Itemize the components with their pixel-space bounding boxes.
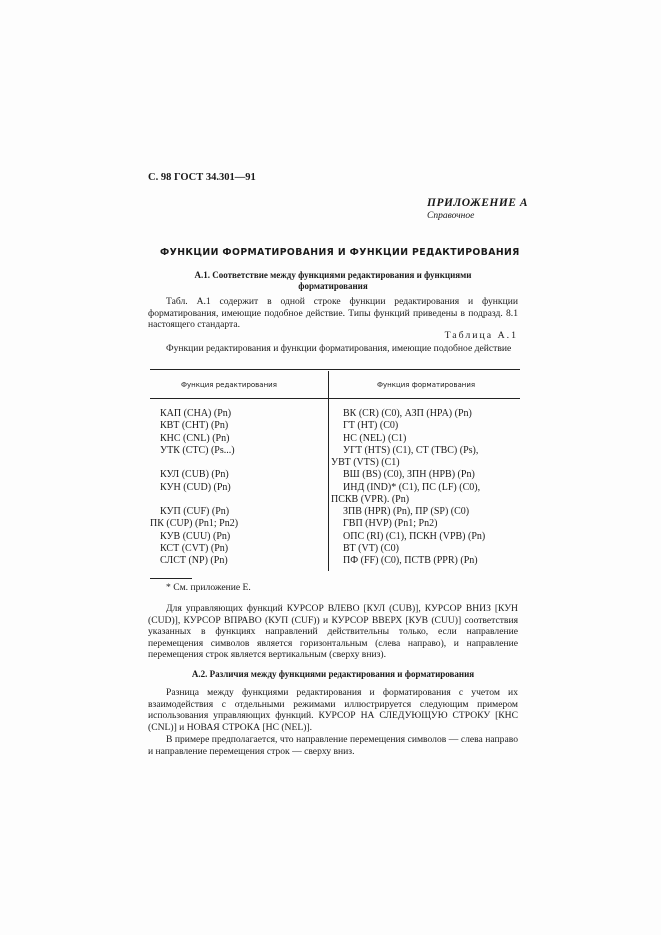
table-cell-editing: КУН (CUD) (Pn) (160, 481, 231, 493)
table-cell-formatting: ГВП (HVP) (Pn1; Pn2) (343, 518, 438, 530)
table-header-editing: Функция редактирования (181, 381, 277, 389)
table-cell-editing: КУЛ (CUB) (Pn) (160, 469, 229, 481)
table-cell-formatting: ПСКВ (VPR). (Pn) (331, 493, 410, 505)
table-cell-editing: УТК (CTC) (Ps...) (160, 444, 235, 456)
table-cell-editing: КНС (CNL) (Pn) (160, 432, 230, 444)
table-header-rule (150, 398, 520, 399)
table-cell-editing: КАП (CHA) (Pn) (160, 408, 232, 419)
table-cell-formatting: ЗПВ (HPR) (Pn), ПР (SP) (C0) (343, 506, 470, 517)
table-cell-formatting: ВК (CR) (C0), АЗП (HPA) (Pn) (343, 408, 472, 419)
table-caption: Функции редактирования и функции форматирования, имеющие подобное действие (166, 343, 512, 354)
table-cell-formatting: ГТ (HT) (C0) (343, 420, 399, 432)
paragraph-cursor-functions: Для управляющих функций КУРСОР ВЛЕВО [КУЛ (CUB)], КУРСОР ВНИЗ [КУН (CUD)], КУРСОР ВПРАВО (КУП (CUF)) и КУРСОР ВВЕРХ [КУВ (CUU)] соответствия указанных в функциях направлений действительны только, если направление перемещения символов является горизонтальным (слева направо), и направление перемещения строк является вертикальным (сверху вниз). (148, 603, 518, 661)
main-title: ФУНКЦИИ ФОРМАТИРОВАНИЯ И ФУНКЦИИ РЕДАКТИРОВАНИЯ (160, 247, 520, 258)
section-2-paragraph-1: Разница между функциями редактирования и форматирования с учетом их взаимодействия с отдельными режимами иллюстрируется следующим примером использования управляющих функций. КУРСОР НА СЛЕДУЮЩУЮ СТРОКУ [КНС (CNL)] и НОВАЯ СТРОКА [НС (NEL)]. (148, 687, 518, 733)
table-column-divider (328, 371, 329, 571)
table-cell-formatting: ВТ (VT) (C0) (343, 542, 399, 554)
page-header: С. 98 ГОСТ 34.301—91 (148, 172, 256, 183)
appendix-subtitle: Справочное (427, 211, 475, 221)
section-2-paragraph-2: В примере предполагается, что направление перемещения символов — слева направо и направление перемещения строк — сверху вниз. (148, 734, 518, 757)
table-top-rule (150, 369, 520, 370)
table-cell-editing: КУВ (CUU) (Pn) (160, 530, 231, 542)
table-cell-editing: КВТ (CHT) (Pn) (160, 420, 229, 432)
table-header-formatting: Функция форматирования (377, 381, 476, 389)
table-cell-editing: КСТ (CVT) (Pn) (160, 542, 229, 554)
table-cell-editing: КУП (CUF) (Pn) (160, 506, 230, 517)
table-cell-formatting: ОПС (RI) (C1), ПСКН (VPB) (Pn) (343, 530, 486, 542)
section-1-heading: А.1. Соответствие между функциями редактирования и функциями форматирования (194, 270, 472, 291)
table-cell-formatting: УГТ (HTS) (C1), СТ (TBC) (Ps), (343, 444, 479, 456)
table-cell-formatting: ПФ (FF) (C0), ПСТВ (PPR) (Pn) (343, 555, 478, 566)
table-label: Таблица А.1 (444, 330, 518, 341)
table-cell-formatting: ИНД (IND)* (C1), ПС (LF) (C0), (343, 481, 481, 493)
section-1-paragraph: Табл. А.1 содержит в одной строке функции редактирования и функции форматирования, имеющие подобное действие. Типы функций приведены в подразд. 8.1 настоящего стандарта. (148, 296, 518, 331)
table-cell-formatting: УВТ (VTS) (C1) (331, 457, 400, 468)
section-2-heading: А.2. Различия между функциями редактирования и форматирования (191, 669, 475, 679)
table-cell-formatting: НС (NEL) (C1) (343, 432, 407, 444)
table-cell-formatting: ВШ (BS) (C0), ЗПН (HPB) (Pn) (343, 469, 475, 481)
footnote-rule (150, 578, 192, 579)
table-cell-editing: ПК (CUP) (Pn1; Pn2) (150, 518, 239, 530)
footnote: * См. приложение Е. (166, 582, 251, 593)
appendix-title: ПРИЛОЖЕНИЕ А (427, 197, 529, 209)
table-cell-editing: СЛСТ (NP) (Pn) (160, 555, 228, 566)
